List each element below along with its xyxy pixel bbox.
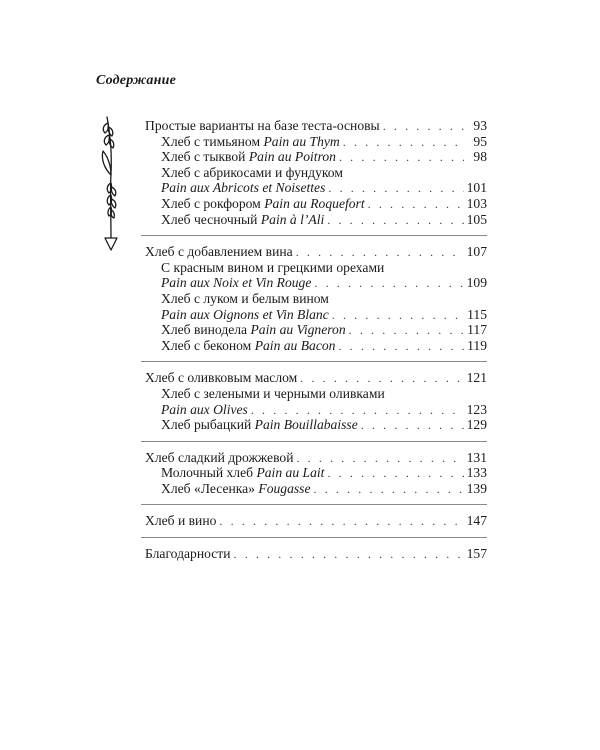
dot-leader <box>314 482 464 498</box>
toc-entry-title-text: Хлеб сладкий дрожжевой <box>145 449 294 465</box>
page-title: Содержание <box>96 73 176 88</box>
toc-entry-title <box>161 275 311 291</box>
toc-entry[interactable] <box>145 513 487 529</box>
dot-leader <box>361 418 464 434</box>
toc-entry-title <box>145 244 293 260</box>
toc-entry-title-french: Pain aux Noix et Vin Rouge <box>161 275 312 291</box>
toc-entry-title-text: Хлеб винодела <box>161 322 251 338</box>
dot-leader <box>296 451 463 467</box>
toc-entry-title <box>161 260 384 276</box>
dot-leader <box>368 197 464 213</box>
toc-entry[interactable] <box>145 118 487 134</box>
page-number: 133 <box>466 465 487 481</box>
toc-entry-title-french: Pain aux Abricots et Noisettes <box>161 180 326 196</box>
dot-leader <box>327 213 463 229</box>
page-number: 117 <box>467 322 487 338</box>
toc-entry-title-text: Благодарности <box>145 546 231 562</box>
toc-entry-title <box>161 149 336 165</box>
dot-leader <box>332 308 464 324</box>
dot-leader <box>300 371 463 387</box>
toc-entry[interactable] <box>145 481 487 497</box>
toc-entry-title-french: Pain au Poitron <box>248 149 336 165</box>
page-number: 105 <box>466 211 487 227</box>
toc-entry-title <box>145 450 293 466</box>
toc-entry[interactable] <box>145 322 487 338</box>
page-number: 109 <box>466 275 487 291</box>
dot-leader <box>219 514 463 530</box>
toc-entry-title-text: Хлеб рыбацкий <box>161 417 255 433</box>
toc-entry-title-text: Хлеб «Лесенка» <box>161 480 259 496</box>
toc-entry[interactable] <box>145 402 487 418</box>
page-number: 129 <box>466 417 487 433</box>
toc-entry-title <box>161 165 343 181</box>
page-number: 119 <box>467 337 487 353</box>
toc-entry[interactable] <box>145 165 487 181</box>
section-divider <box>141 441 487 442</box>
toc-entry[interactable] <box>145 134 487 150</box>
page-number: 123 <box>466 401 487 417</box>
toc-entry[interactable] <box>145 149 487 165</box>
toc-entry-title-french: Pain aux Oignons et Vin Blanc <box>161 306 329 322</box>
toc-entry-title <box>161 180 325 196</box>
page-number: 98 <box>473 149 487 165</box>
toc-entry-title <box>161 338 335 354</box>
toc-entry[interactable] <box>145 386 487 402</box>
toc-entry-title <box>145 370 297 386</box>
toc-entry[interactable] <box>145 417 487 433</box>
dot-leader <box>251 403 464 419</box>
toc-entry[interactable] <box>145 465 487 481</box>
toc-entry[interactable] <box>145 260 487 276</box>
toc-entry[interactable] <box>145 275 487 291</box>
toc-entry-title-french: Pain à l’Ali <box>260 211 325 227</box>
section-divider <box>141 235 487 236</box>
toc-entry[interactable] <box>145 307 487 323</box>
toc-entry-title <box>161 196 365 212</box>
dot-leader <box>339 150 464 166</box>
toc-entry-title-french: Pain Bouillabaisse <box>254 417 358 433</box>
page-number: 157 <box>466 546 487 562</box>
toc-entry-title <box>161 386 385 402</box>
section-divider <box>141 504 487 505</box>
page-number: 95 <box>473 133 487 149</box>
section-divider <box>141 361 487 362</box>
toc-entry-title <box>161 402 248 418</box>
page-number: 115 <box>467 306 487 322</box>
toc-entry-title <box>161 307 329 323</box>
page-number: 93 <box>473 118 487 133</box>
toc-entry[interactable] <box>145 450 487 466</box>
toc-entry-title <box>161 212 324 228</box>
dot-leader <box>314 276 463 292</box>
toc-entry-title-text: Хлеб с зелеными и черными оливками <box>161 385 385 401</box>
section-divider <box>141 537 487 538</box>
page-number: 103 <box>466 195 487 211</box>
toc-entry-title-french: Pain au Bacon <box>254 337 336 353</box>
toc-entry-title-french: Pain au Lait <box>256 465 325 481</box>
page-number: 147 <box>466 513 487 529</box>
toc-entry[interactable] <box>145 244 487 260</box>
toc-entry-title <box>161 417 358 433</box>
toc-entry-title-french: Fougasse <box>258 480 311 496</box>
toc-entry-title <box>145 118 380 134</box>
dot-leader <box>327 466 463 482</box>
page-number: 121 <box>466 370 487 386</box>
toc-entry-title <box>161 465 324 481</box>
toc-entry-title-text: Простые варианты на базе теста-основы <box>145 118 380 133</box>
toc-entry[interactable] <box>145 180 487 196</box>
toc-entry-title <box>145 546 231 562</box>
toc-entry-title-text: Хлеб с беконом <box>161 337 255 353</box>
toc-entry-title-text: Хлеб с оливковым маслом <box>145 370 298 386</box>
page-number: 131 <box>466 449 487 465</box>
toc-entry[interactable] <box>145 338 487 354</box>
toc-entry-title-french: Pain aux Olives <box>161 401 248 417</box>
toc-entry-title-text: С красным вином и грецкими орехами <box>161 259 385 275</box>
toc-entry-title <box>145 513 216 529</box>
toc-entry-title <box>161 291 329 307</box>
toc-entry-title <box>161 481 311 497</box>
toc-entry[interactable] <box>145 546 487 562</box>
page-number: 107 <box>466 244 487 260</box>
toc-entry[interactable] <box>145 196 487 212</box>
dot-leader <box>234 547 464 563</box>
page-number: 101 <box>466 180 487 196</box>
dot-leader <box>343 135 464 151</box>
toc-entry-title-text: Хлеб с луком и белым вином <box>161 290 329 306</box>
toc-entry-title-text: Молочный хлеб <box>161 465 257 481</box>
toc-entry[interactable] <box>145 291 487 307</box>
dot-leader <box>338 339 464 355</box>
table-of-contents <box>145 118 487 562</box>
dot-leader <box>296 245 464 261</box>
toc-entry-title-french: Pain au Vigneron <box>250 322 346 338</box>
dot-leader <box>349 323 464 339</box>
toc-entry-title-french: Pain au Thym <box>263 133 340 149</box>
toc-entry[interactable] <box>145 212 487 228</box>
toc-entry-title <box>161 134 340 150</box>
toc-entry[interactable] <box>145 370 487 386</box>
dot-leader <box>328 181 463 197</box>
toc-entry-title-text: Хлеб с тимьяном <box>161 133 264 149</box>
dot-leader <box>383 119 464 135</box>
toc-entry-title <box>161 322 346 338</box>
toc-entry-title-text: Хлеб с тыквой <box>161 149 249 165</box>
toc-entry-title-text: Хлеб с добавлением вина <box>145 244 293 260</box>
page-number: 139 <box>466 480 487 496</box>
toc-entry-title-text: Хлеб с рокфором <box>161 195 265 211</box>
wheat-sprig-icon <box>96 113 126 255</box>
toc-entry-title-text: Хлеб чесночный <box>161 211 261 227</box>
toc-entry-title-french: Pain au Roquefort <box>264 195 365 211</box>
toc-entry-title-text: Хлеб и вино <box>145 513 217 529</box>
toc-entry-title-text: Хлеб с абрикосами и фундуком <box>161 164 343 180</box>
